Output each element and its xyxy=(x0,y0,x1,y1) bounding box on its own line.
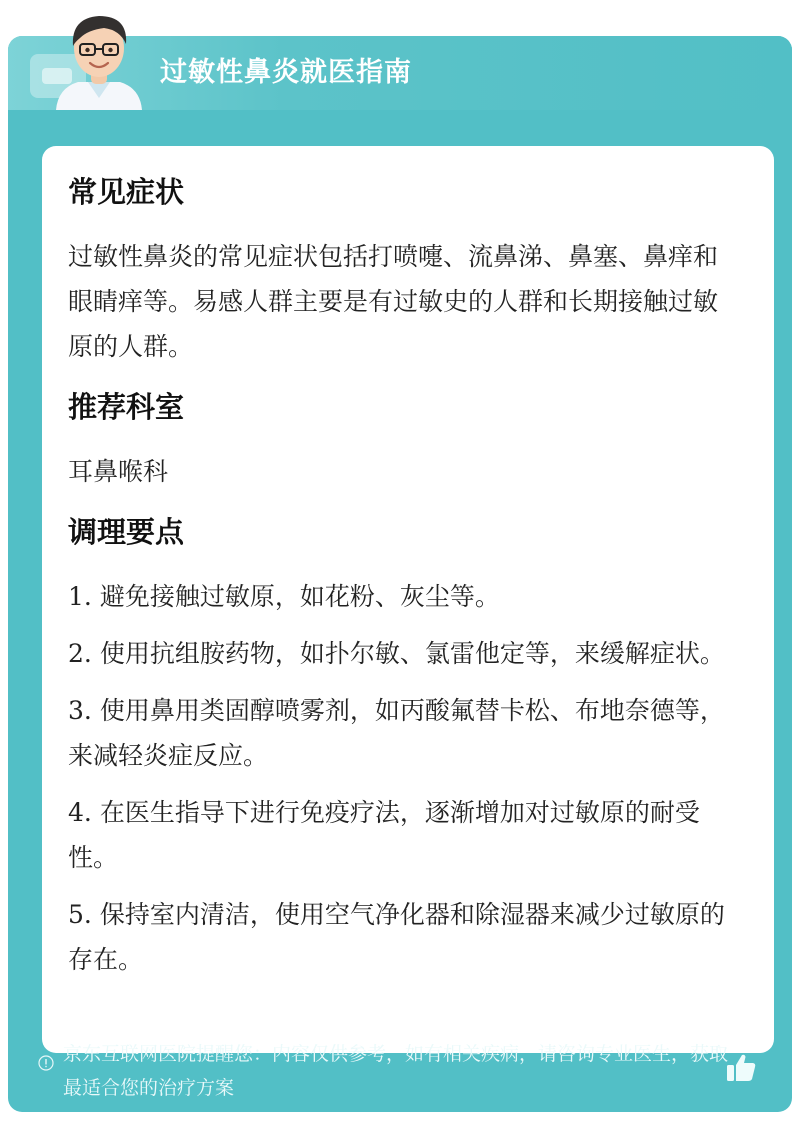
department-heading: 推荐科室 xyxy=(68,390,185,424)
care-item xyxy=(68,631,740,676)
care-item-text: 在医生指导下进行免疫疗法，逐渐增加对过敏原的耐受性。 xyxy=(68,798,700,872)
care-item xyxy=(68,688,740,778)
doctor-avatar xyxy=(44,8,154,110)
content-card xyxy=(42,146,774,1053)
care-item xyxy=(68,892,740,982)
care-item xyxy=(68,574,740,619)
content-body xyxy=(68,172,740,994)
care-item-number: 2. xyxy=(68,639,92,668)
footer xyxy=(8,1037,792,1112)
care-item-text: 使用抗组胺药物，如扑尔敏、氯雷他定等，来缓解症状。 xyxy=(99,639,725,668)
care-item-text: 避免接触过敏原，如花粉、灰尘等。 xyxy=(99,582,500,611)
symptoms-text: 过敏性鼻炎的常见症状包括打喷嚏、流鼻涕、鼻塞、鼻痒和眼睛痒等。易感人群主要是有过敏史的人群和长期接触过敏原的人群。 xyxy=(68,242,719,361)
care-item xyxy=(68,790,740,880)
care-item-number: 4. xyxy=(68,798,92,827)
info-icon xyxy=(38,1055,54,1071)
page-title: 过敏性鼻炎就医指南 xyxy=(160,57,412,88)
care-heading: 调理要点 xyxy=(68,515,185,549)
symptoms-heading: 常见症状 xyxy=(68,175,185,209)
care-item-number: 1. xyxy=(68,582,92,611)
department-text: 耳鼻喉科 xyxy=(68,457,169,486)
care-item-text: 保持室内清洁，使用空气净化器和除湿器来减少过敏原的存在。 xyxy=(68,900,725,974)
guide-frame xyxy=(8,36,792,1112)
thumbs-up-icon[interactable] xyxy=(724,1051,758,1085)
care-item-number: 3. xyxy=(68,696,92,725)
care-item-text: 使用鼻用类固醇喷雾剂，如丙酸氟替卡松、布地奈德等，来减轻炎症反应。 xyxy=(68,696,725,770)
care-item-number: 5. xyxy=(68,900,92,929)
disclaimer-text: 京东互联网医院提醒您：内容仅供参考，如有相关疾病，请咨询专业医生，获取最适合您的治疗方案 xyxy=(63,1043,729,1099)
